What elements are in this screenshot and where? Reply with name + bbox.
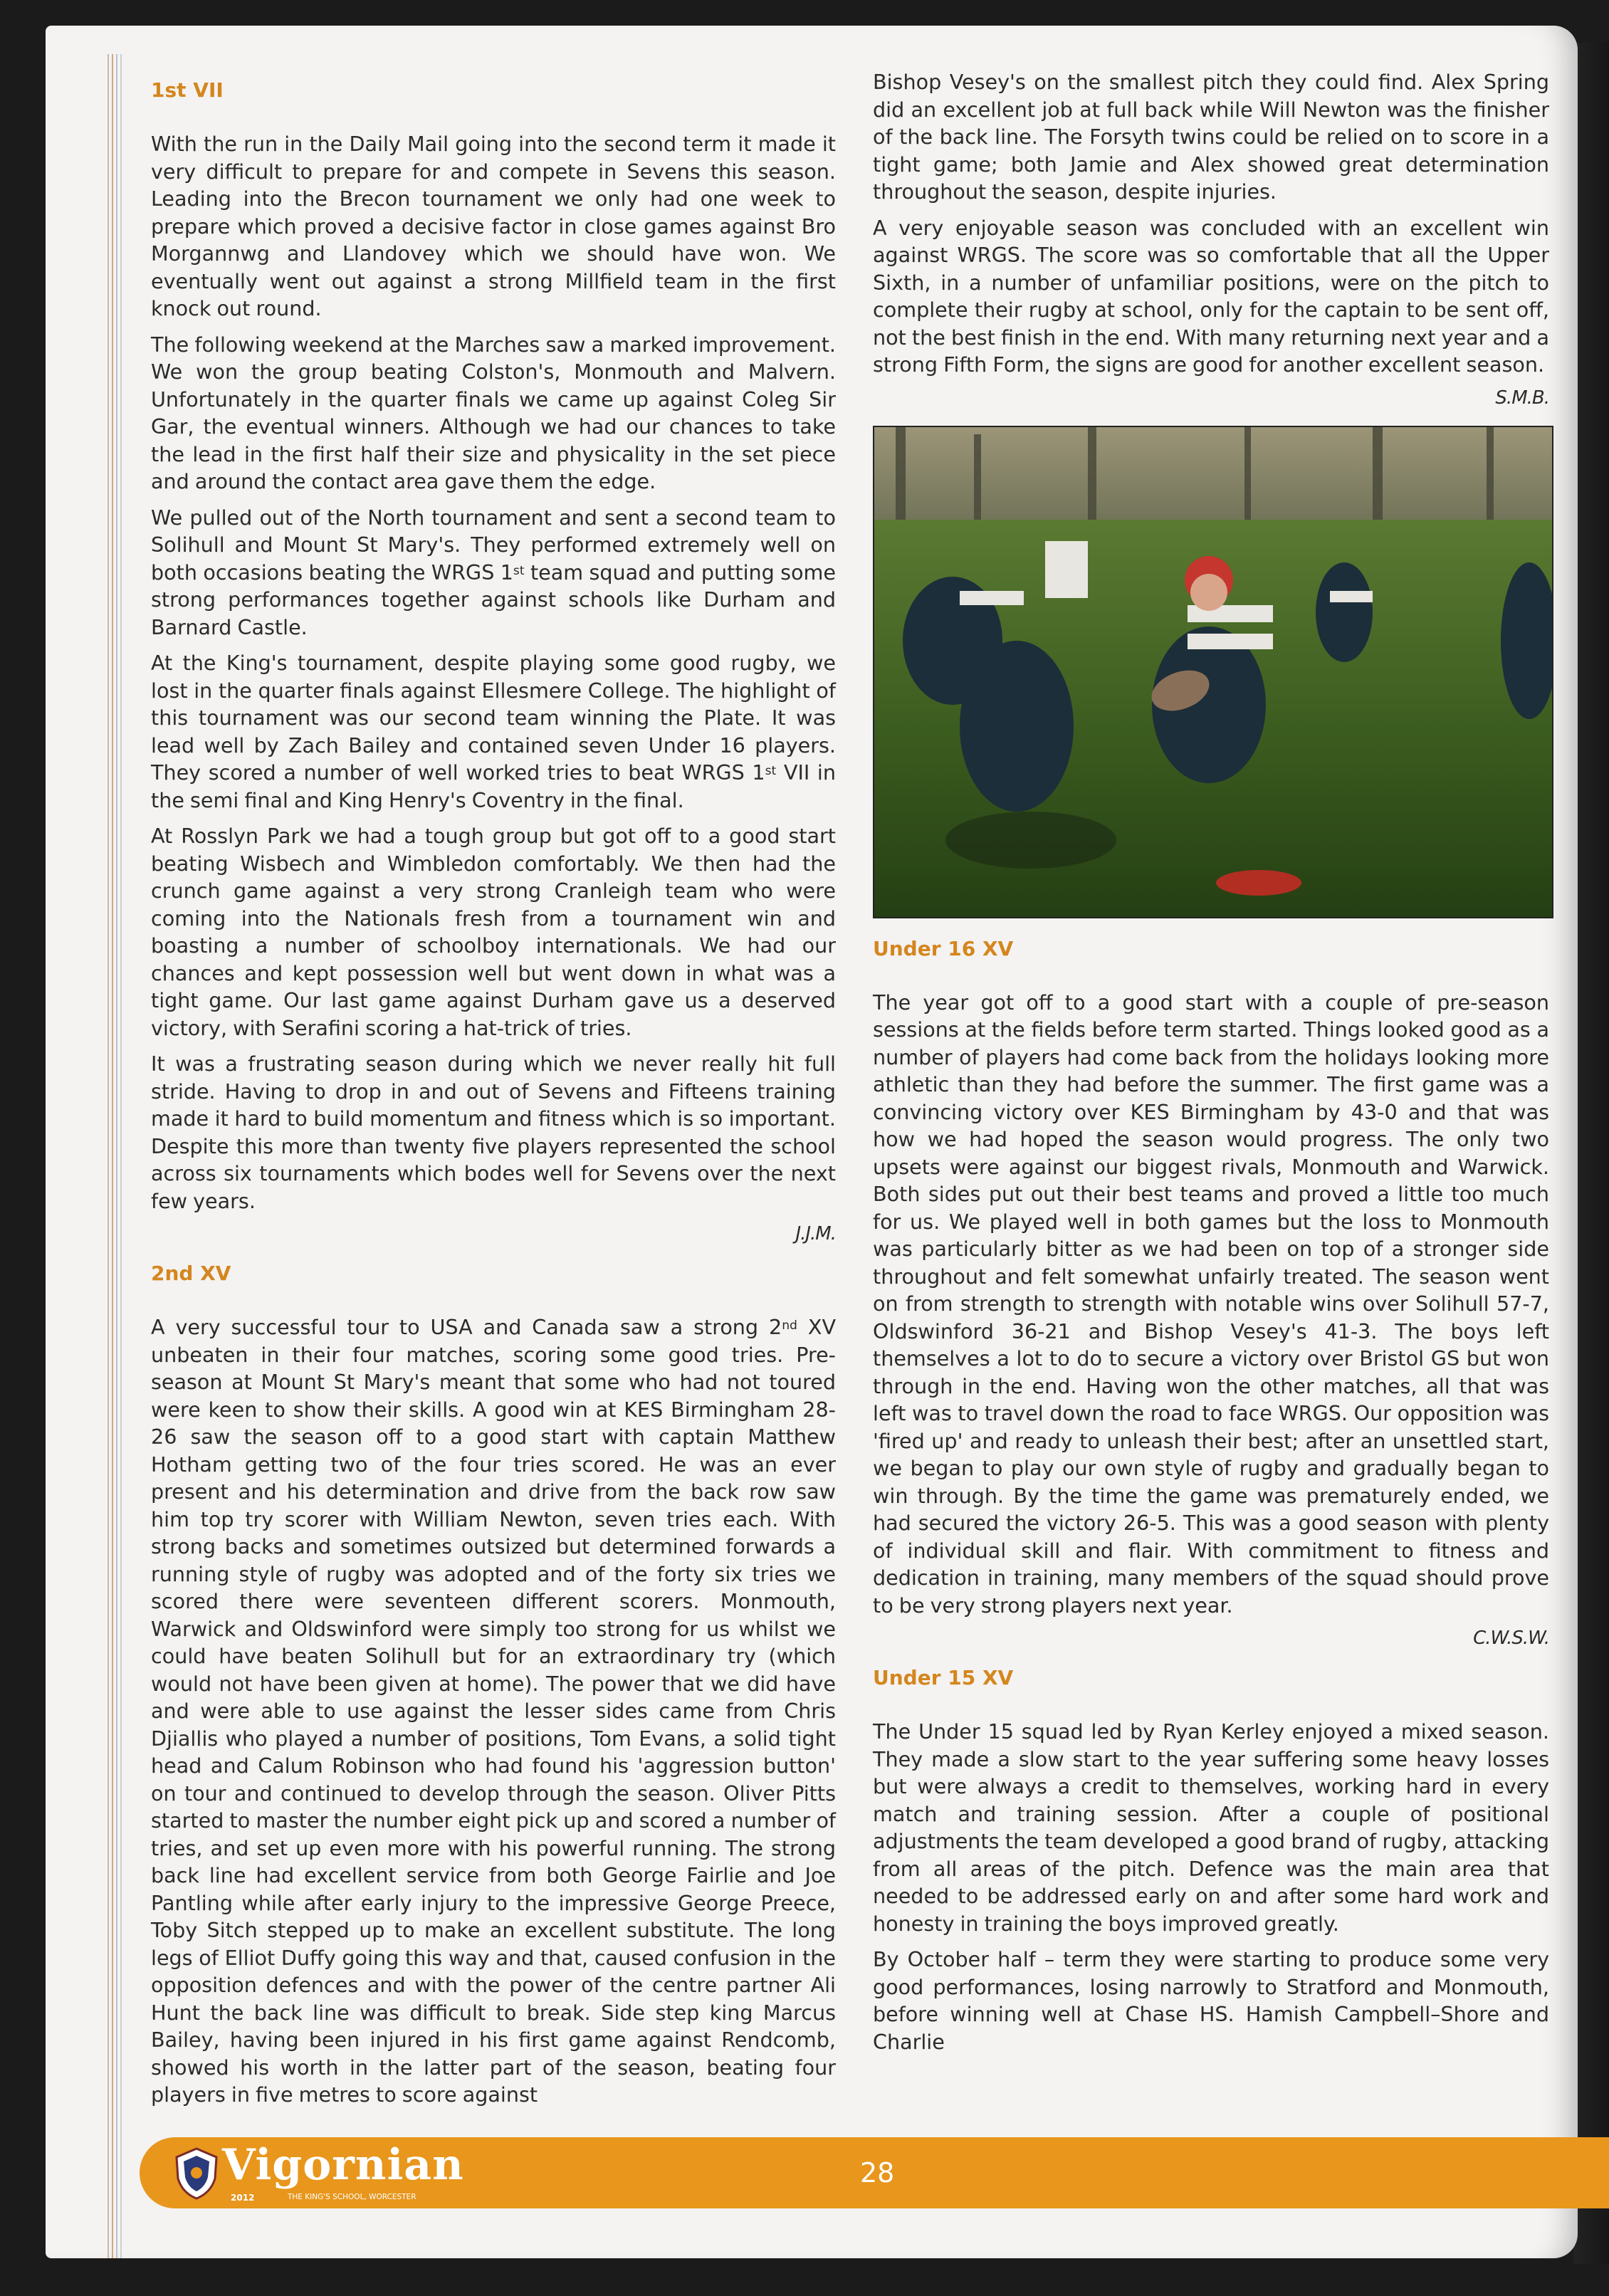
paragraph: Bishop Vesey's on the smallest pitch they could find. Alex Spring did an excellent job at full back while Will Newton was the finisher of the back line. The Forsyth twins could be relied on to score in a tight game; both Jamie and Alex showed great determination throughout the season, despite injuries. [873, 70, 1549, 204]
page-edge-lines [107, 54, 125, 2258]
author-signature: J.J.M. [795, 1223, 836, 1244]
rugby-photo-illustration [874, 427, 1552, 917]
paragraph: The following weekend at the Marches saw a marked improvement. We won the group beating Colston's, Monmouth and Malvern. Unfortunately in the quarter finals we came up against Coleg Sir Gar, the eventual winners. Although we had our chances to take the lead in the first half their size and physicality in the set piece and around the contact area gave them the edge. [151, 332, 836, 493]
paragraph: At the King's tournament, despite playing some good rugby, we lost in the quarter finals against Ellesmere College. The highlight of this tournament was our second team winning the Plate. It was lead well by Zach Bailey and contained seven Under 16 players. They scored a number of well worked tries to beat WRGS 1st VII in the semi final and King Henry's Coventry in the final. [151, 651, 836, 812]
section-heading-1st-vii: 1st VII [151, 78, 224, 102]
paragraph: The Under 15 squad led by Ryan Kerley enjoyed a mixed season. They made a slow start to the year suffering some heavy losses but were always a credit to themselves, working hard in every match and training session. After a couple of positional adjustments the team developed a good brand of rugby, attacking from all areas of the pitch. Defence was the main area that needed to be addressed early on and after some hard work and honesty in training the boys improved greatly. [873, 1719, 1549, 1936]
paragraph: A very enjoyable season was concluded with an excellent win against WRGS. The score was so comfortable that all the Upper Sixth, in a number of unfamiliar positions, were on the pitch to complete their rugby at school, only for the captain to be sent off, not the best finish in the end. With many returning next year and a strong Fifth Form, the signs are good for another excellent season. [873, 215, 1549, 377]
page-number: 28 [860, 2157, 895, 2188]
ordinal-suffix: nd [782, 1319, 797, 1333]
author-signature: S.M.B. [1495, 387, 1549, 409]
rugby-match-photo [873, 426, 1553, 918]
right-column [873, 68, 1549, 2064]
paragraph: With the run in the Daily Mail going into the second term it made it very difficult to prepare for and compete in Sevens this season. Leading into the Brecon tournament we only had one week to prepare which proved a decisive factor in close games against Bro Morgannwg and Llandovey which we should have won. We eventually went out against a strong Millfield team in the first knock out round. [151, 132, 836, 320]
paragraph: The year got off to a good start with a couple of pre-season sessions at the fields before term started. Things looked good as a number of players had come back from the holidays looking more athletic than they had before the summer. The first game was a convincing victory over KES Birmingham by 43-0 and that was how we had hoped the season would progress. The only two upsets were against our biggest rivals, Monmouth and Warwick. Both sides put out their best teams and proved a little too much for us. We played well in both games but the loss to Monmouth was particularly bitter as we had been on top of a stronger side throughout and felt somewhat unfairly treated. The season went on from strength to strength with notable wins over Solihull 57-7, Oldswinford 36-21 and Bishop Vesey's 41-3. The boys left themselves a lot to do to secure a victory over Bristol GS but won through in the end. Having won the other matches, all that was left was to travel down the road to face WRGS. Our opposition was 'fired up' and ready to unleash their best; after an unsettled start, we began to play our own style of rugby and gradually began to win through. By the time the game was prematurely ended, we had secured the victory 26-5. This was a good season with plenty of individual skill and flair. With commitment to fitness and dedication in training, many members of the squad should prove to be very strong players next year. [873, 990, 1549, 1618]
ordinal-suffix: st [513, 563, 525, 578]
left-column [151, 68, 836, 2117]
author-signature: C.W.S.W. [1473, 1627, 1549, 1649]
page-curl-shadow [1573, 43, 1609, 2264]
logo-subtitle: THE KING'S SCHOOL, WORCESTER [288, 2193, 416, 2201]
logo-year: 2012 [231, 2193, 255, 2203]
section-heading-under-16-xv: Under 16 XV [873, 936, 1014, 960]
magazine-logo: Vigornian [222, 2140, 464, 2190]
paragraph: A very successful tour to USA and Canada saw a strong 2nd XV unbeaten in their four matches, scoring some good tries. Pre-season at Mount St Mary's meant that some who had not toured were keen to show their skills. A good win at KES Birmingham 28-26 saw the season off to a good start with captain Matthew Hotham getting two of the four tries scored. He was an ever present and his determination and drive from the back row saw him top try scorer with William Newton, seven tries each. With strong backs and sometimes outsized but determined forwards a running style of rugby was adopted and of the forty six tries we scored there were seventeen different scorers. Monmouth, Warwick and Oldswinford were simply too strong for us whilst we could have beaten Solihull but for an extraordinary try (which would not have been given at home). The power that we did have and were able to use against the lesser sides came from Chris Djiallis who played a number of positions, Tom Evans, a solid tight head and Calum Robinson who had found his 'aggression button' on tour and continued to develop through the season. Oliver Pitts started to master the number eight pick up and scored a number of tries, and set up even more with his powerful running. The strong back line had excellent service from both George Fairlie and Joe Pantling while after early injury to the impressive George Preece, Toby Sitch stepped up to make an excellent substitute. The long legs of Elliot Duffy going this way and that, caused confusion in the opposition defences and with the power of the centre partner Ali Hunt the back line was difficult to break. Side step king Marcus Bailey, having been injured in his first game against Rendcomb, showed his worth in the latter part of the season, beating four players in five metres to score against [151, 1315, 836, 2107]
school-crest-icon [174, 2147, 219, 2200]
paragraph: At Rosslyn Park we had a tough group but got off to a good start beating Wisbech and Wimbledon comfortably. We then had the crunch game against a very strong Cranleigh team who were coming into the Nationals fresh from a tournament win and boasting a number of schoolboy internationals. We had our chances and kept possession well but went down in what was a tight game. Our last game against Durham gave us a deserved victory, with Serafini scoring a hat-trick of tries. [151, 824, 836, 1040]
ordinal-suffix: st [765, 764, 777, 778]
section-heading-2nd-xv: 2nd XV [151, 1262, 231, 1285]
paragraph: By October half – term they were starting to produce some very good performances, losing narrowly to Stratford and Monmouth, before winning well at Chase HS. Hamish Campbell–Shore and Charlie [873, 1947, 1549, 2054]
paragraph: It was a frustrating season during which we never really hit full stride. Having to drop in and out of Sevens and Fifteens training made it hard to build momentum and fitness which is so important. Despite this more than twenty five players represented the school across six tournaments which bodes well for Sevens over the next few years. [151, 1052, 836, 1213]
paragraph: We pulled out of the North tournament and sent a second team to Solihull and Mount St Mary's. They performed extremely well on both occasions beating the WRGS 1st team squad and putting some strong performances together against schools like Durham and Barnard Castle. [151, 505, 836, 639]
section-heading-under-15-xv: Under 15 XV [873, 1666, 1014, 1689]
